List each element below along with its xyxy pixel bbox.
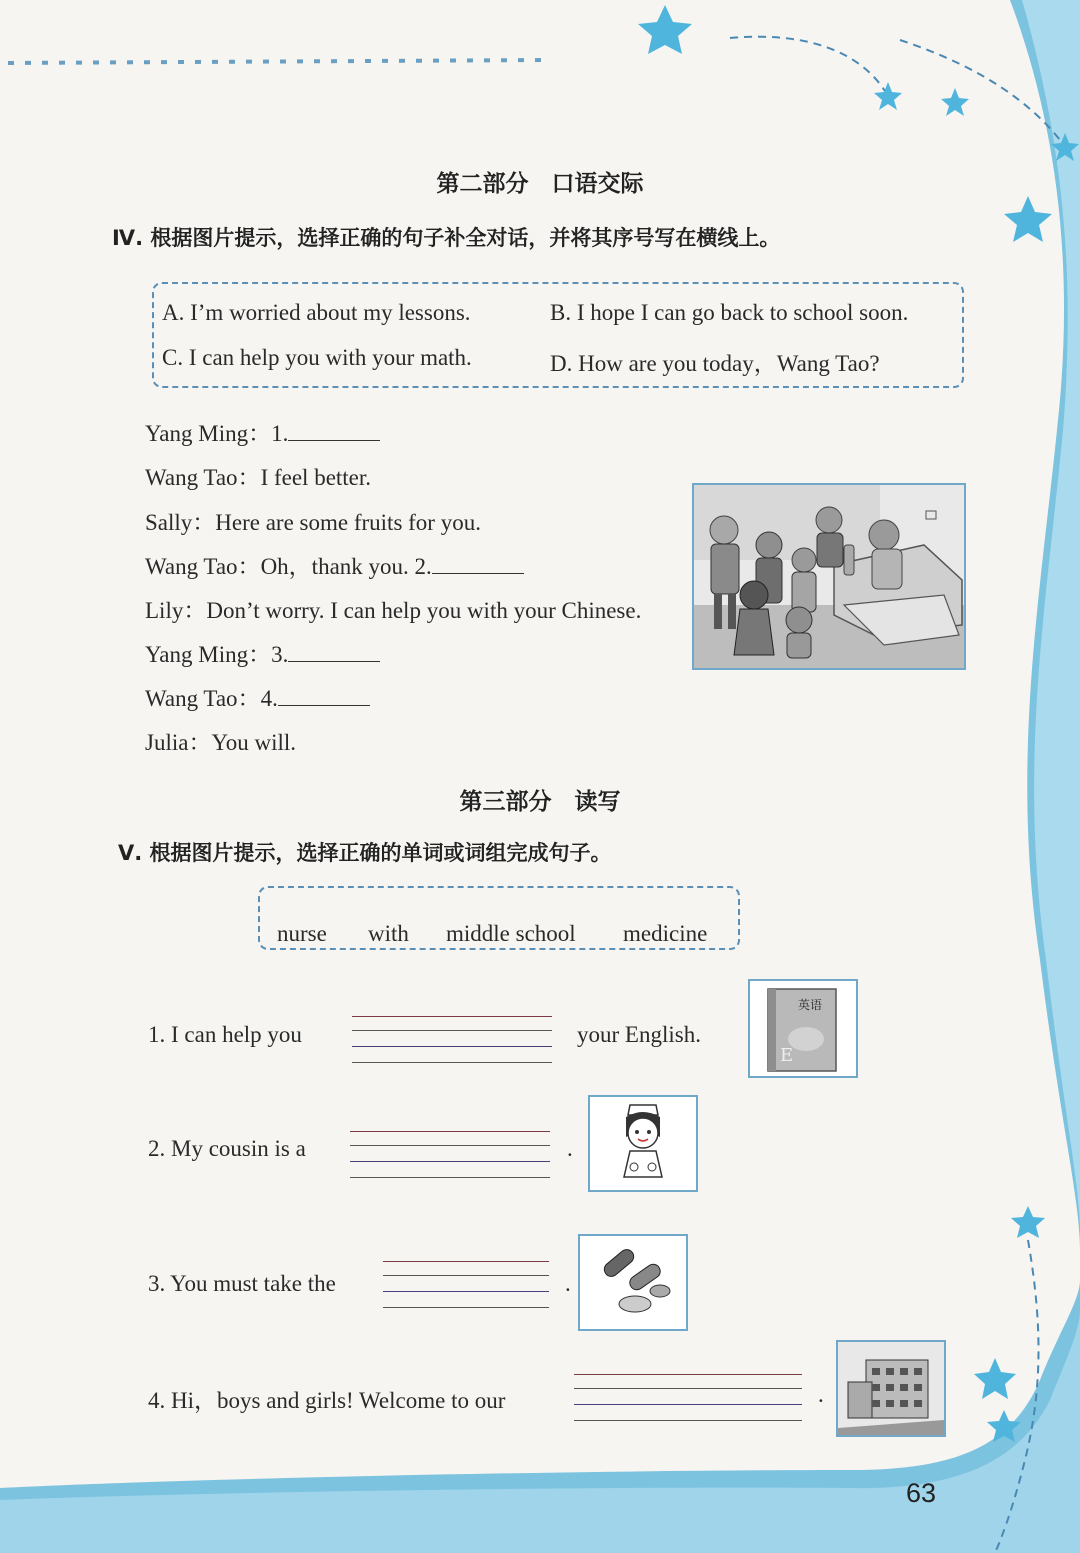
line-text: I feel better.: [260, 465, 372, 490]
sentence-4-start: 4. Hi，boys and girls! Welcome to our: [148, 1388, 506, 1413]
word-bank-item: medicine: [623, 921, 708, 946]
writing-lines[interactable]: [383, 1261, 549, 1307]
answer-blank[interactable]: [432, 551, 524, 574]
dialogue-line: [145, 548, 524, 578]
speaker: Lily：: [145, 598, 207, 623]
speaker: Wang Tao：: [145, 686, 261, 711]
option-d: D. How are you today，Wang Tao?: [550, 351, 880, 376]
book-title: 英语: [797, 998, 823, 1012]
writing-lines[interactable]: [574, 1374, 802, 1420]
speaker: Yang Ming：: [145, 421, 272, 446]
page-number: 63: [906, 1478, 937, 1508]
dialogue-line: [145, 636, 380, 666]
sentence-4-end: .: [818, 1382, 824, 1407]
speaker: Sally：: [145, 510, 216, 535]
medicine-picture: [578, 1234, 688, 1331]
dialogue-line: [145, 504, 481, 534]
nurse-icon: [590, 1097, 696, 1190]
line-text: Oh，thank you. 2.: [260, 554, 432, 579]
children-visiting-patient-icon: [694, 485, 964, 668]
line-text: Here are some fruits for you.: [215, 510, 481, 535]
speaker: Wang Tao：: [145, 465, 261, 490]
speaker: Julia：: [145, 730, 212, 755]
star-icon: [638, 5, 1079, 1442]
hospital-visit-illustration: [692, 483, 966, 670]
word-bank-item: middle school: [446, 921, 576, 946]
english-book-picture: [748, 979, 858, 1078]
option-c: C. I can help you with your math.: [162, 345, 472, 370]
writing-lines[interactable]: [352, 1016, 552, 1062]
line-text: 3.: [271, 642, 289, 667]
line-text: You will.: [211, 730, 297, 755]
sentence-3-start: 3. You must take the: [148, 1271, 336, 1296]
speaker: Yang Ming：: [145, 642, 272, 667]
line-text: 1.: [271, 421, 289, 446]
speaker: Wang Tao：: [145, 554, 261, 579]
sentence-2-end: .: [567, 1136, 573, 1161]
sentence-1-end: your English.: [577, 1022, 701, 1047]
answer-blank[interactable]: [278, 683, 370, 706]
sentence-3-end: .: [565, 1271, 571, 1296]
word-bank-item: with: [368, 921, 409, 946]
nurse-picture: [588, 1095, 698, 1192]
word-bank-item: nurse: [277, 921, 327, 946]
answer-blank[interactable]: [288, 639, 380, 662]
section-heading-reading-writing: 第三部分 读写: [459, 789, 621, 815]
dialogue-line: [145, 592, 641, 622]
dialogue-line: [145, 680, 370, 710]
dialogue-line: [145, 415, 380, 445]
instruction-iv: Ⅳ. 根据图片提示，选择正确的句子补全对话，并将其序号写在横线上。: [112, 226, 781, 250]
pills-icon: [580, 1236, 686, 1329]
option-a: A. I’m worried about my lessons.: [162, 300, 471, 325]
sentence-2-start: 2. My cousin is a: [148, 1136, 306, 1161]
instruction-v: Ⅴ. 根据图片提示，选择正确的单词或词组完成句子。: [118, 841, 612, 865]
section-heading-speaking: 第二部分 口语交际: [436, 171, 644, 197]
dialogue-line: [145, 724, 296, 754]
line-text: 4.: [260, 686, 278, 711]
dialogue-line: [145, 459, 371, 489]
svg-text:E: E: [780, 1045, 794, 1066]
writing-lines[interactable]: [350, 1131, 550, 1177]
school-building-icon: [838, 1342, 944, 1435]
answer-blank[interactable]: [288, 418, 380, 441]
school-picture: [836, 1340, 946, 1437]
sentence-1-start: 1. I can help you: [148, 1022, 302, 1047]
option-b: B. I hope I can go back to school soon.: [550, 300, 909, 325]
options-box: [152, 282, 964, 388]
line-text: Don’t worry. I can help you with your Chinese.: [206, 598, 642, 623]
book-icon: [750, 981, 856, 1076]
